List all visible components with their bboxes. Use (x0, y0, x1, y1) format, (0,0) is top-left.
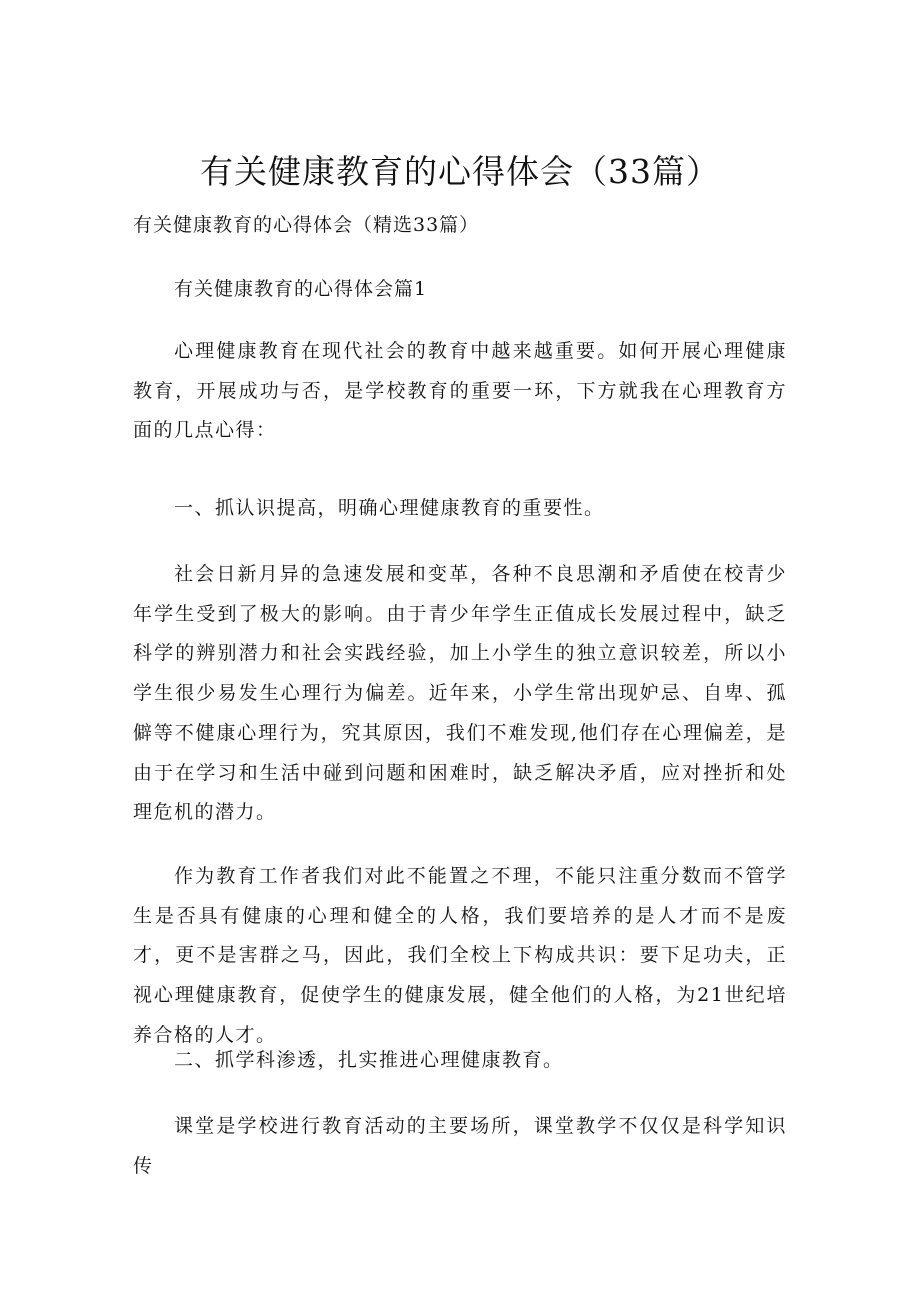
document-title: 有关健康教育的心得体会（33篇） (200, 152, 720, 191)
paragraph-point-two-body: 课堂是学校进行教育活动的主要场所，课堂教学不仅仅是科学知识传 (133, 1115, 787, 1177)
document-subtitle: 有关健康教育的心得体会（精选33篇） (133, 214, 480, 236)
paragraph-intro: 心理健康教育在现代社会的教育中越来越重要。如何开展心理健康教育，开展成功与否，是学校教育的重要一环，下方就我在心理教育方面的几点心得： (133, 340, 787, 442)
section-heading: 有关健康教育的心得体会篇1 (174, 278, 428, 300)
paragraph-point-two-heading: 二、抓学科渗透，扎实推进心理健康教育。 (174, 1049, 564, 1071)
paragraph-point-one-conclusion: 作为教育工作者我们对此不能置之不理，不能只注重分数而不管学生是否具有健康的心理和健全的人格，我们要培养的是人才而不是废才，更不是害群之马，因此，我们全校上下构成共识：要下足功夫，正视心理健康教育，促使学生的健康发展，健全他们的人格，为21世纪培养合格的人才。 (133, 865, 787, 1046)
paragraph-point-one-body: 社会日新月异的急速发展和变革，各种不良思潮和矛盾使在校青少年学生受到了极大的影响。由于青少年学生正值成长发展过程中，缺乏科学的辨别潜力和社会实践经验，加上小学生的独立意识较差，所以小学生很少易发生心理行为偏差。近年来，小学生常出现妒忌、自卑、孤僻等不健康心理行为，究其原因，我们不难发现,他们存在心理偏差，是由于在学习和生活中碰到问题和困难时，缺乏解决矛盾，应对挫折和处理危机的潜力。 (133, 563, 787, 824)
paragraph-point-one-heading: 一、抓认识提高，明确心理健康教育的重要性。 (174, 497, 605, 519)
